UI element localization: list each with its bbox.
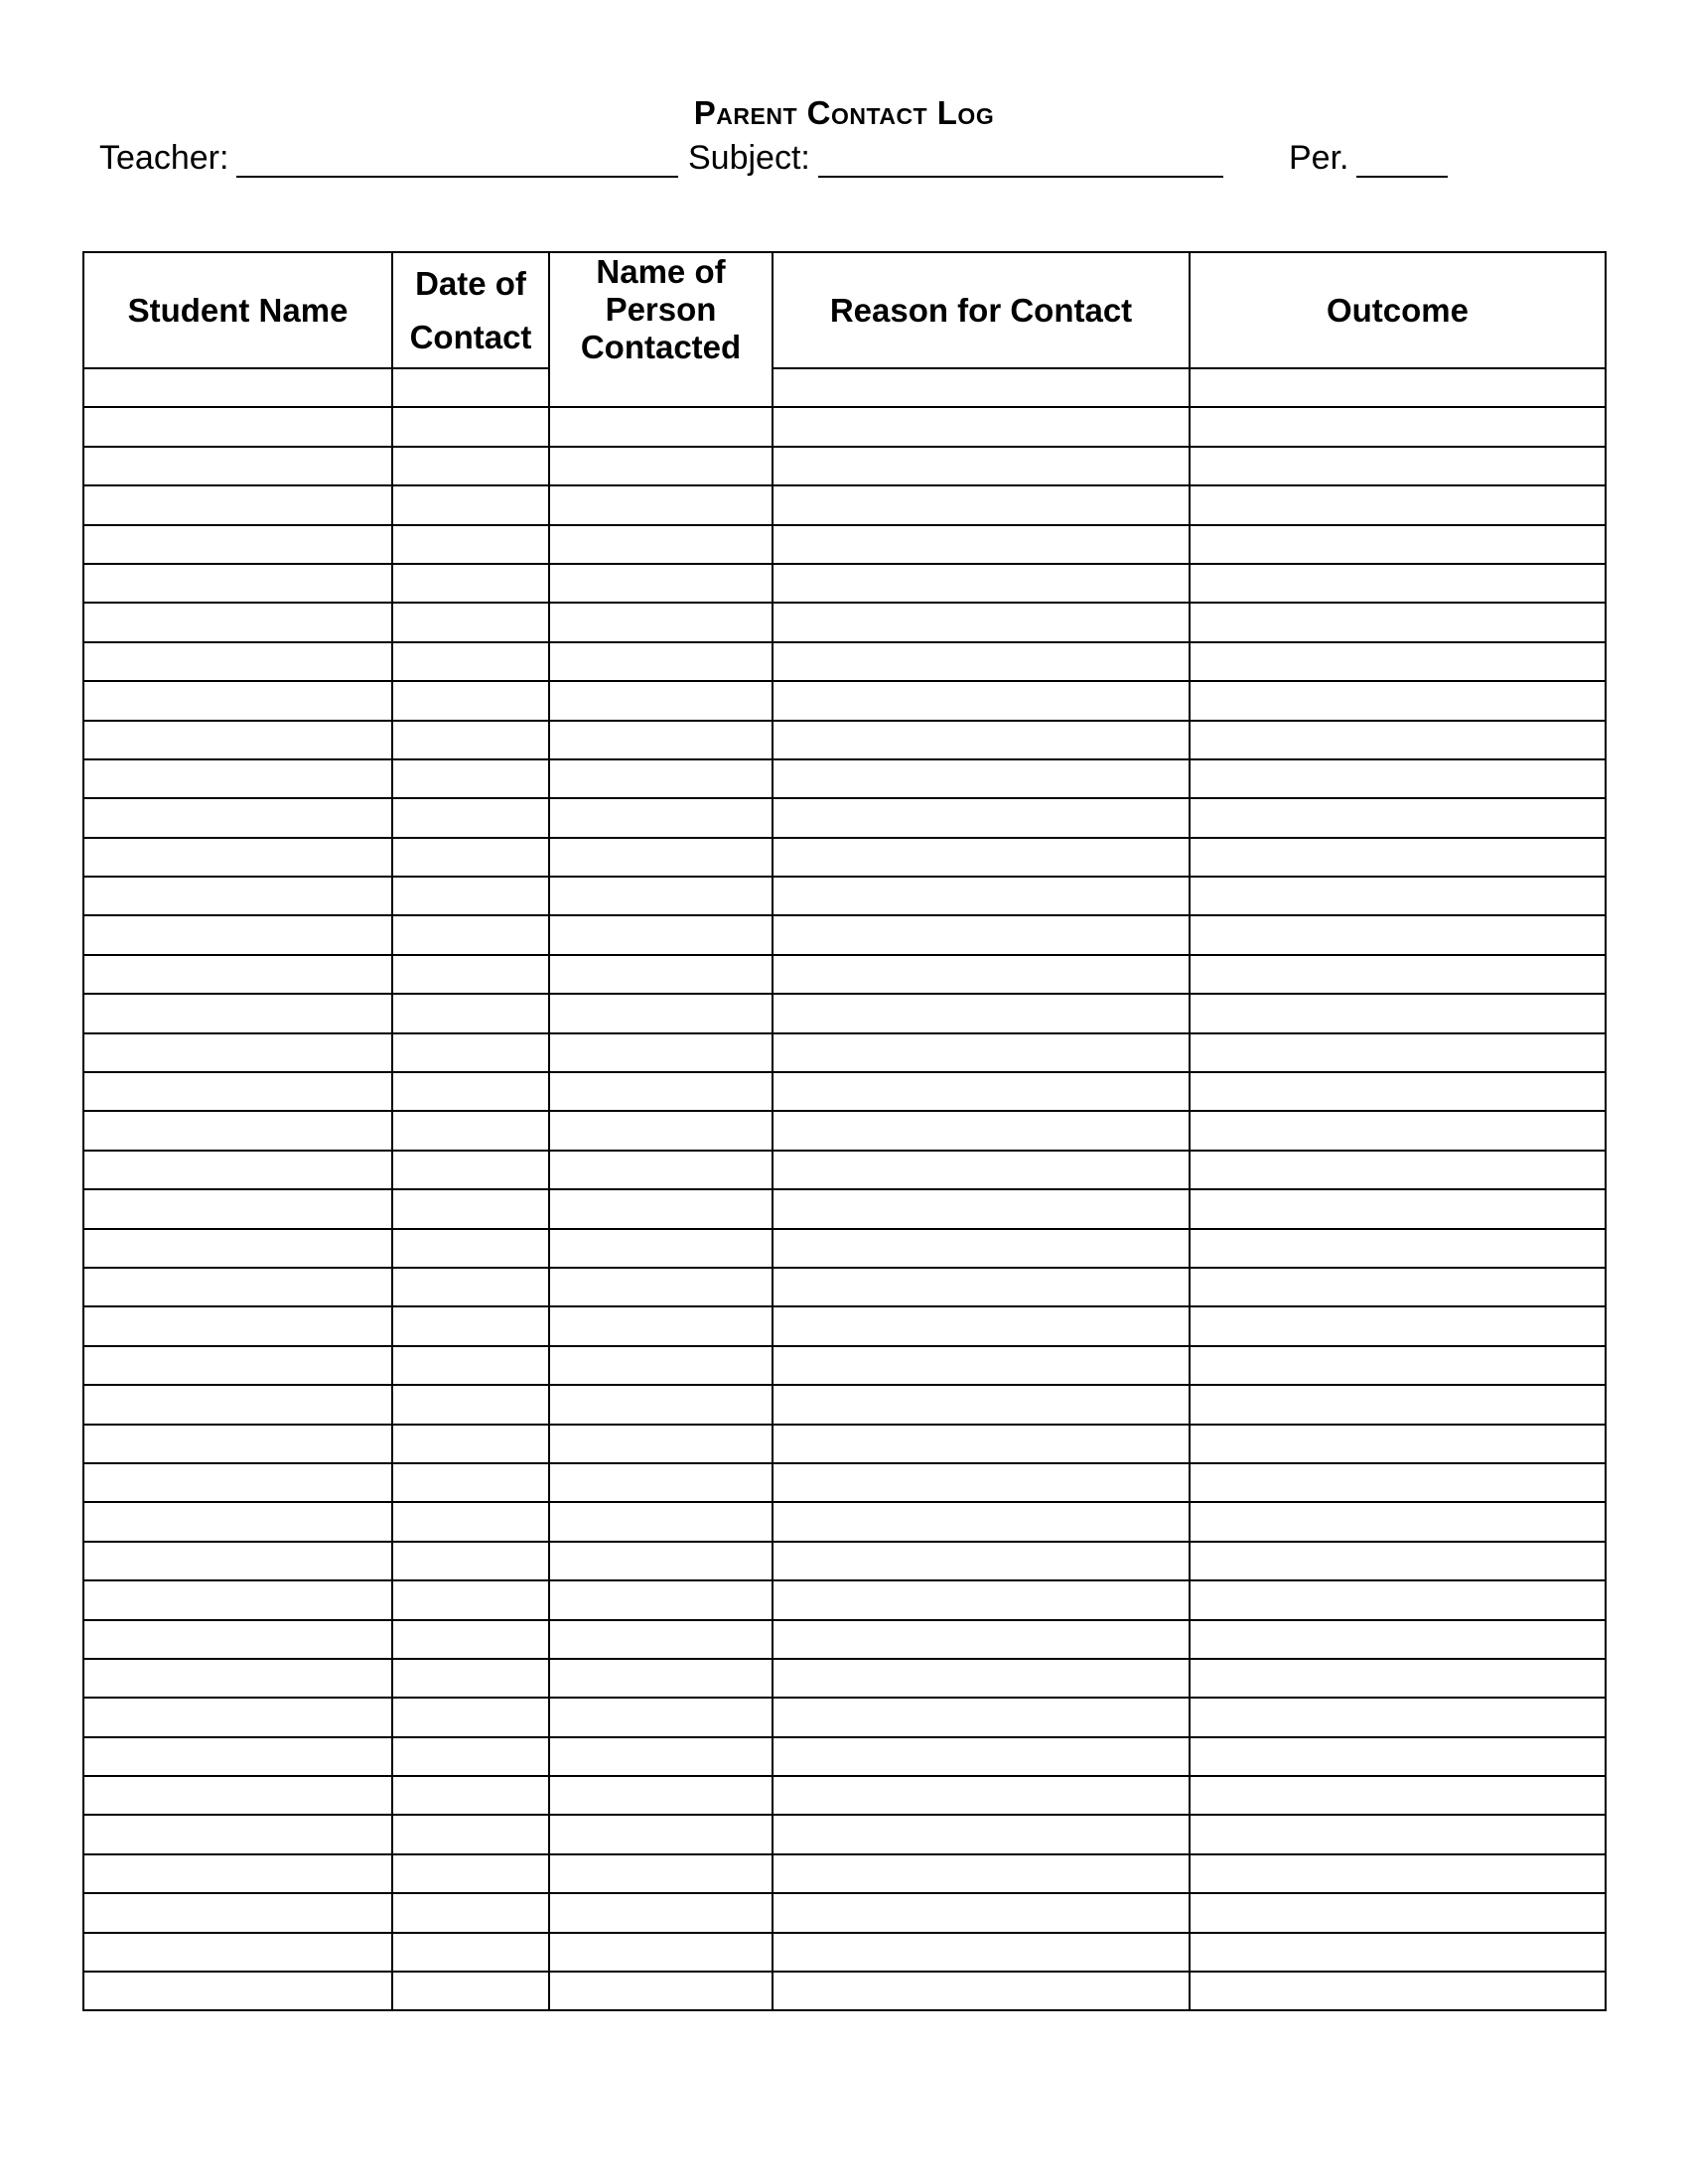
student-name-cell[interactable] <box>83 1542 392 1580</box>
date-cell[interactable] <box>392 1346 549 1385</box>
outcome-cell[interactable] <box>1190 642 1606 681</box>
table-row <box>83 1502 1606 1541</box>
student-name-cell[interactable] <box>83 1425 392 1463</box>
person-cell[interactable] <box>549 1620 773 1659</box>
person-cell[interactable] <box>549 1502 773 1541</box>
student-name-cell[interactable] <box>83 525 392 564</box>
outcome-cell[interactable] <box>1190 1111 1606 1150</box>
reason-cell[interactable] <box>773 407 1190 446</box>
outcome-cell[interactable] <box>1190 1463 1606 1502</box>
reason-cell[interactable] <box>773 603 1190 641</box>
person-cell[interactable] <box>549 915 773 954</box>
date-cell[interactable] <box>392 1229 549 1268</box>
reason-cell[interactable] <box>773 955 1190 994</box>
period-label: Per. <box>1289 139 1349 177</box>
outcome-cell[interactable] <box>1190 721 1606 759</box>
table-row <box>83 721 1606 759</box>
table-row <box>83 877 1606 915</box>
table-row <box>83 1737 1606 1776</box>
reason-cell[interactable] <box>773 1385 1190 1424</box>
person-cell[interactable] <box>549 564 773 603</box>
student-name-cell[interactable] <box>83 1346 392 1385</box>
date-cell[interactable] <box>392 798 549 837</box>
student-name-cell[interactable] <box>83 1972 392 2010</box>
table-row <box>83 1776 1606 1815</box>
table-row <box>83 681 1606 720</box>
table-row <box>83 1933 1606 1972</box>
person-cell[interactable] <box>549 1893 773 1932</box>
header-reason-for-contact: Reason for Contact <box>773 252 1190 368</box>
date-cell[interactable] <box>392 1151 549 1189</box>
outcome-cell[interactable] <box>1190 759 1606 798</box>
table-row <box>83 447 1606 485</box>
date-cell[interactable] <box>392 1072 549 1111</box>
student-name-cell[interactable] <box>83 1580 392 1619</box>
outcome-cell[interactable] <box>1190 915 1606 954</box>
period-blank[interactable] <box>1356 140 1448 178</box>
person-cell[interactable] <box>549 1542 773 1580</box>
page-title: Parent Contact Log <box>693 94 995 131</box>
person-cell[interactable] <box>549 447 773 485</box>
header-student-name: Student Name <box>83 252 392 368</box>
date-cell[interactable] <box>392 1306 549 1345</box>
table-row <box>83 994 1606 1032</box>
table-row <box>83 1425 1606 1463</box>
outcome-cell[interactable] <box>1190 1425 1606 1463</box>
reason-cell[interactable] <box>773 1776 1190 1815</box>
outcome-cell[interactable] <box>1190 1698 1606 1736</box>
person-cell[interactable] <box>549 759 773 798</box>
person-cell[interactable] <box>549 603 773 641</box>
student-name-cell[interactable] <box>83 407 392 446</box>
person-cell[interactable] <box>549 681 773 720</box>
date-cell[interactable] <box>392 564 549 603</box>
person-cell[interactable] <box>549 485 773 524</box>
date-cell[interactable] <box>392 1385 549 1424</box>
reason-cell[interactable] <box>773 838 1190 877</box>
student-name-cell[interactable] <box>83 721 392 759</box>
date-cell[interactable] <box>392 721 549 759</box>
person-cell[interactable] <box>549 1306 773 1345</box>
reason-cell[interactable] <box>773 1854 1190 1893</box>
period-field[interactable] <box>1289 139 1448 178</box>
reason-cell[interactable] <box>773 681 1190 720</box>
outcome-cell[interactable] <box>1190 1737 1606 1776</box>
date-cell[interactable] <box>392 955 549 994</box>
table-row <box>83 1346 1606 1385</box>
date-cell[interactable] <box>392 1268 549 1306</box>
reason-cell[interactable] <box>773 759 1190 798</box>
person-cell[interactable] <box>549 1698 773 1736</box>
table-row <box>83 1580 1606 1619</box>
person-cell[interactable] <box>549 1346 773 1385</box>
reason-cell[interactable] <box>773 1229 1190 1268</box>
reason-cell[interactable] <box>773 1306 1190 1345</box>
date-cell[interactable] <box>392 1542 549 1580</box>
outcome-cell[interactable] <box>1190 407 1606 446</box>
person-cell[interactable] <box>549 525 773 564</box>
person-cell[interactable] <box>549 838 773 877</box>
outcome-cell[interactable] <box>1190 1972 1606 2010</box>
date-cell[interactable] <box>392 877 549 915</box>
date-cell[interactable] <box>392 1580 549 1619</box>
reason-cell[interactable] <box>773 1502 1190 1541</box>
student-name-cell[interactable] <box>83 838 392 877</box>
student-name-cell[interactable] <box>83 1620 392 1659</box>
table-row <box>83 1033 1606 1072</box>
person-cell[interactable] <box>549 407 773 446</box>
student-name-cell[interactable] <box>83 1854 392 1893</box>
person-cell[interactable] <box>549 1425 773 1463</box>
outcome-cell[interactable] <box>1190 1189 1606 1228</box>
reason-cell[interactable] <box>773 1698 1190 1736</box>
date-cell[interactable] <box>392 368 549 407</box>
student-name-cell[interactable] <box>83 1306 392 1345</box>
table-row <box>83 1072 1606 1111</box>
header-person-contacted <box>549 252 773 407</box>
date-cell[interactable] <box>392 1815 549 1853</box>
table-row <box>83 1385 1606 1424</box>
outcome-cell[interactable] <box>1190 1580 1606 1619</box>
outcome-cell[interactable] <box>1190 1306 1606 1345</box>
person-cell[interactable] <box>549 1268 773 1306</box>
reason-cell[interactable] <box>773 525 1190 564</box>
outcome-cell[interactable] <box>1190 798 1606 837</box>
header-person-line-3: Contacted <box>580 329 742 365</box>
person-cell[interactable] <box>549 1580 773 1619</box>
outcome-cell[interactable] <box>1190 1659 1606 1698</box>
reason-cell[interactable] <box>773 1111 1190 1150</box>
reason-cell[interactable] <box>773 642 1190 681</box>
reason-cell[interactable] <box>773 368 1190 407</box>
outcome-cell[interactable] <box>1190 525 1606 564</box>
outcome-cell[interactable] <box>1190 1346 1606 1385</box>
student-name-cell[interactable] <box>83 1189 392 1228</box>
teacher-label: Teacher: <box>99 139 229 177</box>
reason-cell[interactable] <box>773 1933 1190 1972</box>
outcome-cell[interactable] <box>1190 1815 1606 1853</box>
student-name-cell[interactable] <box>83 1933 392 1972</box>
date-cell[interactable] <box>392 1972 549 2010</box>
outcome-cell[interactable] <box>1190 1542 1606 1580</box>
outcome-cell[interactable] <box>1190 1072 1606 1111</box>
reason-cell[interactable] <box>773 1620 1190 1659</box>
date-cell[interactable] <box>392 485 549 524</box>
person-cell[interactable] <box>549 1072 773 1111</box>
table-row <box>83 368 1606 407</box>
date-cell[interactable] <box>392 915 549 954</box>
table-row <box>83 1306 1606 1345</box>
header-person-line-2: Person <box>605 291 717 328</box>
table-row <box>83 1189 1606 1228</box>
contact-log-table <box>82 251 1607 2011</box>
reason-cell[interactable] <box>773 798 1190 837</box>
student-name-cell[interactable] <box>83 642 392 681</box>
student-name-cell[interactable] <box>83 1385 392 1424</box>
student-name-cell[interactable] <box>83 759 392 798</box>
person-cell[interactable] <box>549 721 773 759</box>
date-cell[interactable] <box>392 447 549 485</box>
table-row <box>83 1972 1606 2010</box>
outcome-cell[interactable] <box>1190 447 1606 485</box>
date-cell[interactable] <box>392 1033 549 1072</box>
student-name-cell[interactable] <box>83 1659 392 1698</box>
table-row <box>83 838 1606 877</box>
student-name-cell[interactable] <box>83 681 392 720</box>
table-row <box>83 407 1606 446</box>
student-name-cell[interactable] <box>83 1463 392 1502</box>
subject-field[interactable] <box>688 139 1223 178</box>
reason-cell[interactable] <box>773 1189 1190 1228</box>
student-name-cell[interactable] <box>83 1776 392 1815</box>
date-cell[interactable] <box>392 759 549 798</box>
date-cell[interactable] <box>392 642 549 681</box>
date-cell[interactable] <box>392 1463 549 1502</box>
header-person-line-1: Name of <box>596 253 726 290</box>
outcome-cell[interactable] <box>1190 1502 1606 1541</box>
outcome-cell[interactable] <box>1190 564 1606 603</box>
teacher-blank[interactable] <box>236 140 678 178</box>
person-cell[interactable] <box>549 877 773 915</box>
reason-cell[interactable] <box>773 1815 1190 1853</box>
person-cell[interactable] <box>549 1659 773 1698</box>
date-cell[interactable] <box>392 994 549 1032</box>
outcome-cell[interactable] <box>1190 1620 1606 1659</box>
date-cell[interactable] <box>392 1111 549 1150</box>
header-date-of-contact <box>392 252 549 368</box>
table-row <box>83 564 1606 603</box>
table-row <box>83 603 1606 641</box>
person-cell[interactable] <box>549 1854 773 1893</box>
outcome-cell[interactable] <box>1190 1151 1606 1189</box>
reason-cell[interactable] <box>773 1346 1190 1385</box>
student-name-cell[interactable] <box>83 994 392 1032</box>
outcome-cell[interactable] <box>1190 1776 1606 1815</box>
reason-cell[interactable] <box>773 1737 1190 1776</box>
student-name-cell[interactable] <box>83 1111 392 1150</box>
table-row <box>83 1268 1606 1306</box>
student-name-cell[interactable] <box>83 603 392 641</box>
person-cell[interactable] <box>549 955 773 994</box>
student-name-cell[interactable] <box>83 564 392 603</box>
subject-blank[interactable] <box>818 140 1223 178</box>
table-row <box>83 485 1606 524</box>
date-cell[interactable] <box>392 525 549 564</box>
table-row <box>83 1698 1606 1736</box>
person-cell[interactable] <box>549 798 773 837</box>
student-name-cell[interactable] <box>83 955 392 994</box>
table-row <box>83 1111 1606 1150</box>
person-cell[interactable] <box>549 994 773 1032</box>
student-name-cell[interactable] <box>83 1072 392 1111</box>
date-cell[interactable] <box>392 603 549 641</box>
date-cell[interactable] <box>392 1893 549 1932</box>
person-cell[interactable] <box>549 642 773 681</box>
person-cell[interactable] <box>549 1229 773 1268</box>
date-cell[interactable] <box>392 1776 549 1815</box>
table-row <box>83 798 1606 837</box>
table-row <box>83 1620 1606 1659</box>
reason-cell[interactable] <box>773 877 1190 915</box>
student-name-cell[interactable] <box>83 1229 392 1268</box>
reason-cell[interactable] <box>773 1072 1190 1111</box>
student-name-cell[interactable] <box>83 1737 392 1776</box>
reason-cell[interactable] <box>773 1268 1190 1306</box>
reason-cell[interactable] <box>773 564 1190 603</box>
table-row <box>83 1854 1606 1893</box>
date-cell[interactable] <box>392 1933 549 1972</box>
person-cell[interactable] <box>549 1776 773 1815</box>
student-name-cell[interactable] <box>83 447 392 485</box>
reason-cell[interactable] <box>773 1542 1190 1580</box>
reason-cell[interactable] <box>773 1893 1190 1932</box>
table-row <box>83 642 1606 681</box>
outcome-cell[interactable] <box>1190 994 1606 1032</box>
date-cell[interactable] <box>392 1854 549 1893</box>
reason-cell[interactable] <box>773 1659 1190 1698</box>
outcome-cell[interactable] <box>1190 1854 1606 1893</box>
date-cell[interactable] <box>392 1425 549 1463</box>
person-cell[interactable] <box>549 1972 773 2010</box>
date-cell[interactable] <box>392 838 549 877</box>
table-row <box>83 525 1606 564</box>
student-name-cell[interactable] <box>83 877 392 915</box>
outcome-cell[interactable] <box>1190 485 1606 524</box>
header-date-line-1: Date of <box>415 264 526 302</box>
date-cell[interactable] <box>392 1659 549 1698</box>
header-outcome: Outcome <box>1190 252 1606 368</box>
reason-cell[interactable] <box>773 994 1190 1032</box>
person-cell[interactable] <box>549 1189 773 1228</box>
outcome-cell[interactable] <box>1190 1933 1606 1972</box>
outcome-cell[interactable] <box>1190 681 1606 720</box>
reason-cell[interactable] <box>773 1151 1190 1189</box>
student-name-cell[interactable] <box>83 1151 392 1189</box>
reason-cell[interactable] <box>773 1972 1190 2010</box>
outcome-cell[interactable] <box>1190 955 1606 994</box>
student-name-cell[interactable] <box>83 1033 392 1072</box>
table-row <box>83 1229 1606 1268</box>
header-date-line-2: Contact <box>409 318 532 355</box>
student-name-cell[interactable] <box>83 1815 392 1853</box>
table-row <box>83 1815 1606 1853</box>
outcome-cell[interactable] <box>1190 838 1606 877</box>
table-row <box>83 1659 1606 1698</box>
person-cell[interactable] <box>549 1933 773 1972</box>
table-header-row <box>83 252 1606 368</box>
date-cell[interactable] <box>392 407 549 446</box>
date-cell[interactable] <box>392 681 549 720</box>
date-cell[interactable] <box>392 1189 549 1228</box>
outcome-cell[interactable] <box>1190 1229 1606 1268</box>
reason-cell[interactable] <box>773 1425 1190 1463</box>
table-row <box>83 1893 1606 1932</box>
date-cell[interactable] <box>392 1620 549 1659</box>
table-row <box>83 1151 1606 1189</box>
reason-cell[interactable] <box>773 485 1190 524</box>
student-name-cell[interactable] <box>83 1268 392 1306</box>
date-cell[interactable] <box>392 1502 549 1541</box>
subject-label: Subject: <box>688 139 810 177</box>
table-row <box>83 1463 1606 1502</box>
person-cell[interactable] <box>549 1151 773 1189</box>
person-cell[interactable] <box>549 1815 773 1853</box>
outcome-cell[interactable] <box>1190 603 1606 641</box>
outcome-cell[interactable] <box>1190 1268 1606 1306</box>
outcome-cell[interactable] <box>1190 1033 1606 1072</box>
outcome-cell[interactable] <box>1190 877 1606 915</box>
reason-cell[interactable] <box>773 1463 1190 1502</box>
person-cell[interactable] <box>549 1385 773 1424</box>
outcome-cell[interactable] <box>1190 1893 1606 1932</box>
student-name-cell[interactable] <box>83 485 392 524</box>
table-row <box>83 759 1606 798</box>
teacher-field[interactable] <box>99 139 678 178</box>
outcome-cell[interactable] <box>1190 368 1606 407</box>
reason-cell[interactable] <box>773 1033 1190 1072</box>
date-cell[interactable] <box>392 1737 549 1776</box>
reason-cell[interactable] <box>773 915 1190 954</box>
table-row <box>83 955 1606 994</box>
reason-cell[interactable] <box>773 447 1190 485</box>
person-cell[interactable] <box>549 1737 773 1776</box>
reason-cell[interactable] <box>773 721 1190 759</box>
date-cell[interactable] <box>392 1698 549 1736</box>
student-name-cell[interactable] <box>83 368 392 407</box>
table-row <box>83 915 1606 954</box>
person-cell[interactable] <box>549 1033 773 1072</box>
student-name-cell[interactable] <box>83 1893 392 1932</box>
reason-cell[interactable] <box>773 1580 1190 1619</box>
student-name-cell[interactable] <box>83 915 392 954</box>
outcome-cell[interactable] <box>1190 1385 1606 1424</box>
student-name-cell[interactable] <box>83 1502 392 1541</box>
student-name-cell[interactable] <box>83 1698 392 1736</box>
person-cell[interactable] <box>549 1463 773 1502</box>
student-name-cell[interactable] <box>83 798 392 837</box>
table-row <box>83 1542 1606 1580</box>
person-cell[interactable] <box>549 1111 773 1150</box>
